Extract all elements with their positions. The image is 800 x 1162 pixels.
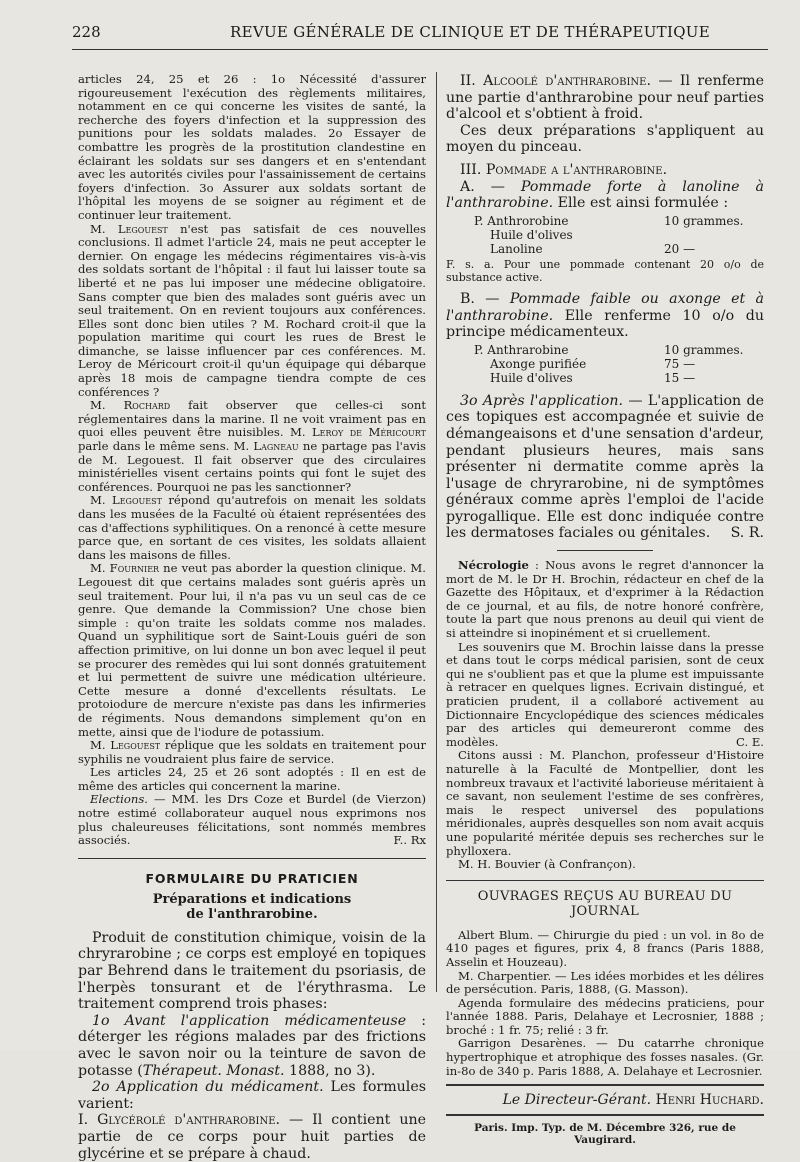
- director-line: Le Directeur-Gérant. Henri Huchard.: [502, 1092, 764, 1109]
- signature: C. E.: [736, 734, 764, 749]
- paragraph: 2o Application du médicament. Les formules varient:: [78, 1079, 426, 1112]
- list-item: M. Charpentier. — Les idées morbides et les délires de persécution. Paris, 1888, (G. Masson).: [446, 968, 764, 997]
- right-column: [446, 73, 764, 1146]
- ouvrages-list: [446, 929, 764, 1079]
- paragraph: Citons aussi : M. Planchon, professeur d'Histoire naturelle à la Faculté de Montpellier, dont les nombreux travaux et l'activité laborieuse méritaient à ce savant, non seulement l'estime de ses confrères, mais le respect universel des populations méridionales, auprès desquelles son nom avait acquis une popularité méritée depuis ses recherches sur le phylloxera.: [446, 748, 764, 858]
- paragraph: B. — Pommade faible ou axonge et à l'anthrarobine. Elle renferme 10 o/o du principe médicamenteux.: [446, 290, 764, 341]
- printer-line: Paris. Imp. Typ. de M. Décembre 326, rue de Vaugirard.: [474, 1122, 736, 1147]
- recipe-a: P. Anthrorobine 10 grammes. Huile d'olives Lanoline 20 —: [474, 213, 744, 256]
- paragraph: M. Rochard fait observer que celles-ci sont réglementaires dans la marine. Il ne voit vraiment pas en quoi elles peuvent être nuisibles. M. Leroy de Méricourt parle dans le même sens. M. Lagneau ne partage pas l'avis de M. Legouest. Il fait observer que des circulaires ministérielles visent certains points qui font le sujet des conférences. Pourquoi ne pas les sanctionner?: [78, 398, 426, 494]
- running-title: REVUE GÉNÉRALE DE CLINIQUE ET DE THÉRAPEUTIQUE: [230, 23, 710, 41]
- paragraph: Les souvenirs que M. Brochin laisse dans la presse et dans tout le corps médical parisien, sont de ceux qui ne s'oublient pas et que la plume est impuissante à retracer en quelques lignes. Ecrivain distingué, et praticien prudent, il a collaboré activement au Dictionnaire Encyclopédique des sciences médicales par des articles qui demeureront comme des modèles. C. E.: [446, 639, 764, 749]
- paragraph: Nécrologie : Nous avons le regret d'annoncer la mort de M. le Dr H. Brochin, rédacteur en chef de la Gazette des Hôpitaux, et d'exprimer à la Rédaction de ce journal, et au fils, de notre honoré confrère, toute la part que nous prenons au deuil qui vient de si atteindre si inopinément et si cruellement.: [446, 558, 764, 641]
- paragraph: A. — Pommade forte à lanoline à l'anthrarobine. Elle est ainsi formulée :: [446, 178, 764, 212]
- paragraph: M. H. Bouvier (à Confrançon).: [458, 857, 636, 872]
- necrologie-section: [446, 559, 764, 872]
- paragraph: M. Legouest réplique que les soldats en traitement pour syphilis ne voudraient plus faire de service.: [78, 738, 426, 766]
- formulaire-body: [78, 930, 426, 1162]
- formulaire-title: FORMULAIRE DU PRATICIEN: [78, 858, 426, 886]
- formulaire-continued: [446, 73, 764, 212]
- separator: [446, 880, 764, 881]
- ouvrages-title: OUVRAGES REÇUS AU BUREAU DU JOURNAL: [477, 888, 733, 919]
- column-divider: [436, 72, 437, 992]
- paragraph: I. Glycérolé d'anthrarobine. — Il contient une partie de ce corps pour huit parties de glycérine et se prépare à chaud.: [78, 1112, 426, 1162]
- list-item: Albert Blum. — Chirurgie du pied : un vol. in 8o de 410 pages et figures, prix 4, 8 francs (Paris 1888, Asselin et Houzeau).: [446, 927, 764, 969]
- paragraph: M. Legouest répond qu'autrefois on menait les soldats dans les musées de la Faculté où étaient représentées des cas d'affections syphilitiques. On a renoncé à cette mesure parce que, en sortant de ces visites, les soldats allaient dans les maisons de filles.: [78, 493, 426, 562]
- recipe-b: P. Anthrarobine 10 grammes. Axonge purifiée 75 — Huile d'olives 15 —: [474, 342, 744, 385]
- left-column: [78, 73, 426, 1162]
- paragraph: Les articles 24, 25 et 26 sont adoptés : Il en est de même des articles qui concernent la marine.: [78, 765, 426, 793]
- separator: [446, 1084, 764, 1086]
- society-report: [78, 73, 426, 848]
- paragraph: M. Fournier ne veut pas aborder la question clinique. M. Legouest dit que certains malades sont guéris après un seul traitement. Pour lui, il n'a pas vu un seul cas de ce genre. Que demande la Commission? Une chose bien simple : qu'on traite les soldats comme nos malades. Quand un syphilitique sort de Saint-Louis guéri de son affection primitive, on lui donne un bon avec lequel il peut se procurer des remèdes qui lui sont donnés gratuitement et lui permettent de suivre une médication ultérieure. Cette mesure a donné d'excellents résultats. Le protoiodure de mercure n'existe pas dans les infirmeries de régiments. Nous demandons simplement qu'on en mette, ainsi que de l'iodure de potassium.: [78, 561, 426, 739]
- paragraph: articles 24, 25 et 26 : 1o Nécessité d'assurer rigoureusement l'exécution des règlements militaires, notamment en ce qui concerne les visites de santé, la recherche des foyers d'infection et la suppression des punitions pour les soldats malades. 2o Essayer de combattre les progrès de la prostitution clandestine en éclairant les soldats sur ses dangers et en s'entendant avec les autorités civiles pour l'assainissement de certains foyers d'infection. 3o Assurer aux soldats sortant de l'hôpital les moyens de se soigner au régiment et de continuer leur traitement.: [78, 73, 426, 222]
- list-item: Agenda formulaire des médecins praticiens, pour l'année 1888. Paris, Delahaye et Lecrosnier, 1888 ; broché : 1 fr. 75; relié : 3 fr.: [446, 995, 764, 1037]
- page-header: [72, 23, 762, 47]
- separator: [446, 1114, 764, 1116]
- paragraph: Ces deux préparations s'appliquent au moyen du pinceau.: [446, 122, 764, 156]
- paragraph: Produit de constitution chimique, voisin de la chryrarobine ; ce corps est employé en topiques par Behrend dans le traitement du psoriasis, de l'herpès tonsurant et de l'érythrasma. Le traitement comprend trois phases:: [78, 929, 426, 1013]
- formulaire-after: [446, 393, 764, 542]
- paragraph: III. Pommade a l'anthrarobine.: [460, 161, 668, 178]
- paragraph: M. Legouest n'est pas satisfait de ces nouvelles conclusions. Il admet l'article 24, mais ne peut accepter le dernier. On engage les médecins régimentaires vis-à-vis des soldats sortant de l'hôpital : il faut lui laisser toute sa liberté et ne pas lui imposer une médecine obligatoire. Sans compter que bien des malades sont guéris avec un seul traitement. On en revient toujours aux conférences. Elles sont donc bien utiles ? M. Rochard croit-il que la population maritime qui court les rues de Brest le dimanche, se laisse influencer par ces conférences. M. Leroy de Méricourt croit-il qu'un équipage qui débarque après 18 mois de campagne tiendra compte de ces conférences ?: [78, 221, 426, 399]
- preparations-title: Préparations et indications de l'anthrarobine.: [152, 891, 352, 922]
- page-number: 228: [72, 23, 101, 41]
- formulaire-b: [446, 291, 764, 341]
- paragraph: 1o Avant l'application médicamenteuse : déterger les régions malades par des frictions avec le savon noir ou la teinture de savon de potasse (Thérapeut. Monast. 1888, no 3).: [78, 1012, 426, 1079]
- separator: [557, 550, 652, 551]
- signature: F.. Rx: [393, 833, 426, 848]
- paragraph: II. Alcoolé d'anthrarobine. — Il renferme une partie d'anthrarobine pour neuf parties d'alcool et s'obtient à froid.: [446, 73, 764, 123]
- header-rule: [72, 49, 768, 50]
- paragraph: 3o Après l'application. — L'application de ces topiques est accompagnée et suivie de démangeaisons et d'une sensation d'ardeur, pendant plusieurs heures, mais sans présenter ni dermatite comme après la l'usage de chryrarobine, ni de symptômes généraux comme après l'emploi de l'acide pyrogallique. Elle est donc indiquée contre les dermatoses faciales ou génitales. S. R.: [446, 392, 764, 542]
- recipe-a-note: F. s. a. Pour une pommade contenant 20 o/o de substance active.: [446, 257, 764, 285]
- list-item: Garrigon Desarènes. — Du catarrhe chronique hypertrophique et atrophique des fosses nasales. (Gr. in-8o de 340 p. Paris 1888, A. Delahaye et Lecrosnier.: [446, 1036, 764, 1078]
- paragraph: Elections. — MM. les Drs Coze et Burdel (de Vierzon) notre estimé collaborateur auquel nous exprimons nos plus chaleureuses félicitations, sont nommés membres associés. F.. Rx: [78, 792, 426, 848]
- signature: S. R.: [730, 525, 764, 542]
